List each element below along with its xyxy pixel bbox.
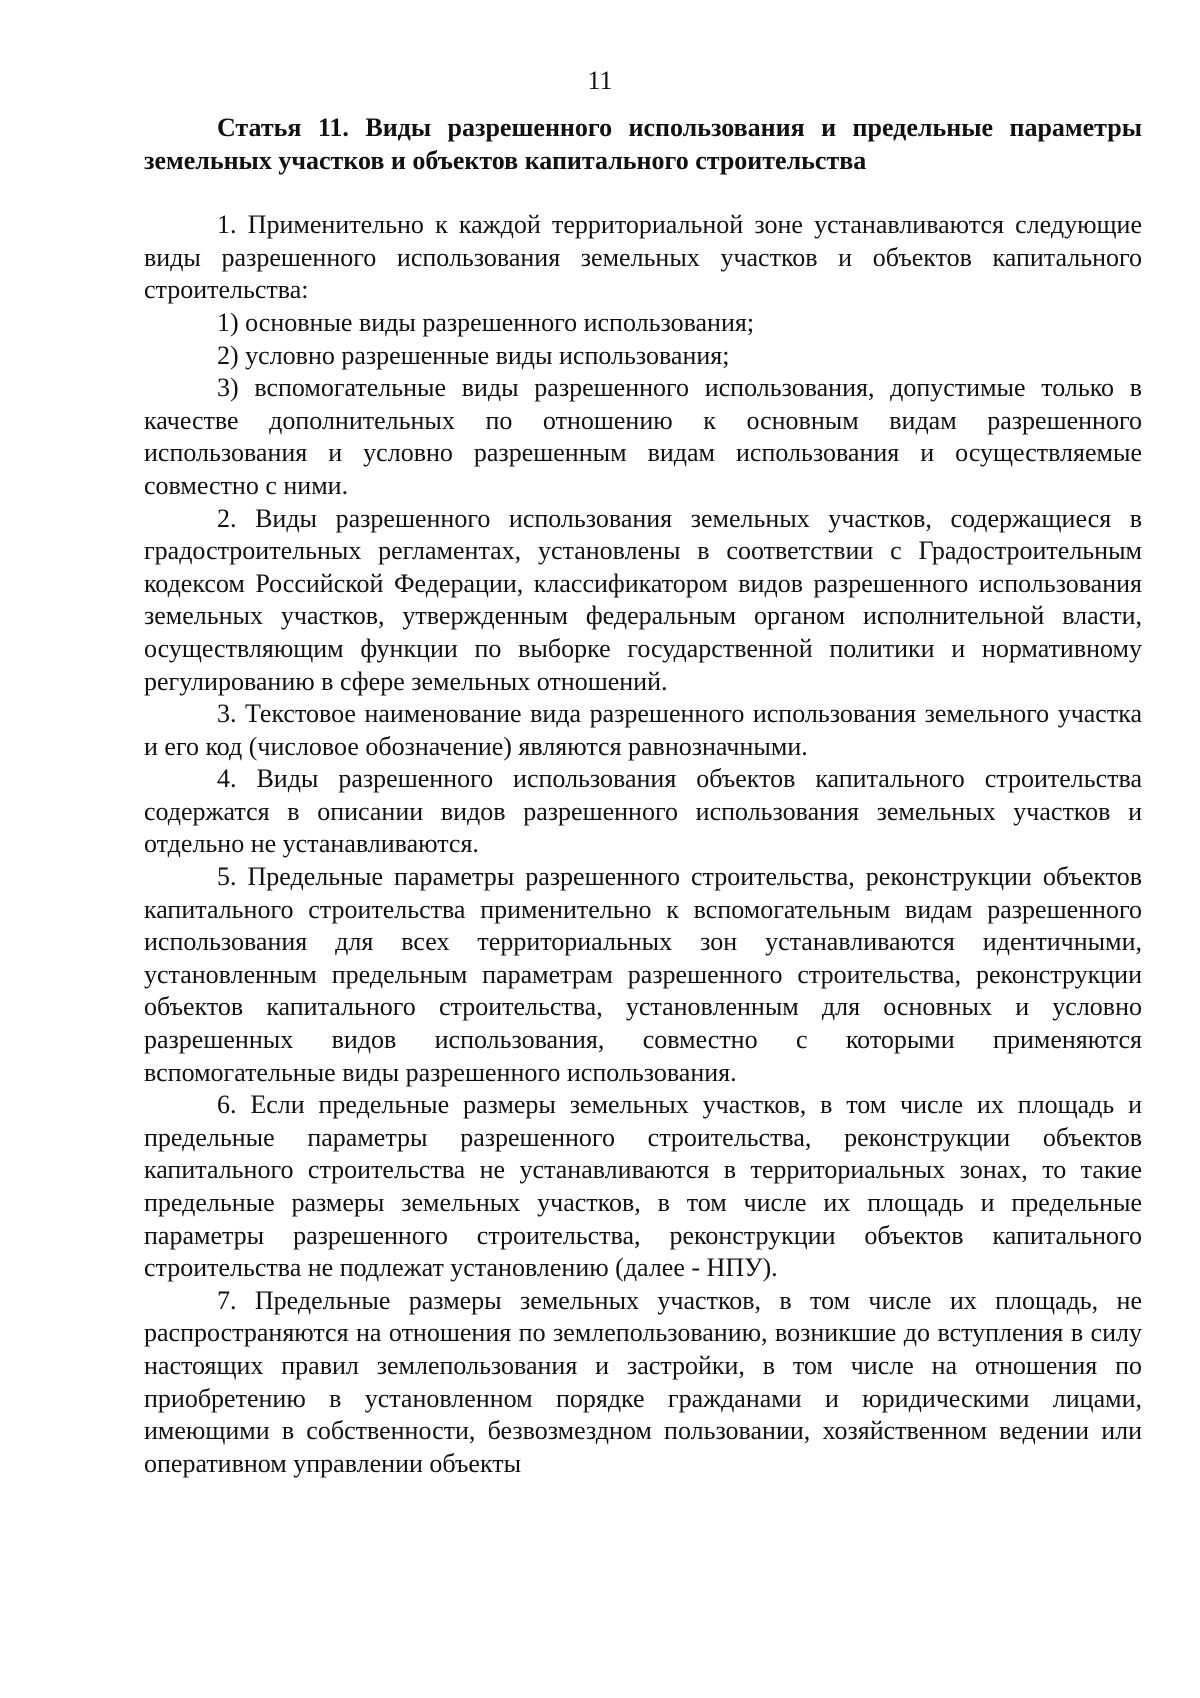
- document-body: [144, 112, 1142, 1480]
- paragraph-1: 1. Применительно к каждой территориальной зоне устанавливаются следующие виды разрешенного использования земельных участков и объектов капитального строительства:: [144, 210, 1142, 305]
- paragraph-2: 2. Виды разрешенного использования земельных участков, содержащиеся в градостроительных регламентах, установлены в соответствии с Градостроительным кодексом Российской Федерации, классификатором видов разрешенного использования земельных участков, утвержденным федеральным органом исполнительной власти, осуществляющим функции по выборке государственной политики и нормативному регулированию в сфере земельных отношений.: [144, 503, 1142, 696]
- list-item-1: 1) основные виды разрешенного использования;: [217, 307, 755, 337]
- list-item-3: 3) вспомогательные виды разрешенного использования, допустимые только в качестве дополнительных по отношению к основным видам разрешенного использования и условно разрешенным видам использования и осуществляемые совместно с ними.: [144, 373, 1142, 500]
- list-item-2: 2) условно разрешенные виды использования;: [217, 340, 730, 370]
- paragraph-5: 5. Предельные параметры разрешенного строительства, реконструкции объектов капитального строительства применительно к вспомогательным видам разрешенного использования для всех территориальных зон устанавливаются идентичными, установленным предельным параметрам разрешенного строительства, реконструкции объектов капитального строительства, установленным для основных и условно разрешенных видов использования, совместно с которыми применяются вспомогательные виды разрешенного использования.: [144, 862, 1142, 1087]
- paragraph-6: 6. Если предельные размеры земельных участков, в том числе их площадь и предельные параметры разрешенного строительства, реконструкции объектов капитального строительства не устанавливаются в территориальных зонах, то такие предельные размеры земельных участков, в том числе их площадь и предельные параметры разрешенного строительства, реконструкции объектов капитального строительства не подлежат установлению (далее - НПУ).: [144, 1090, 1142, 1283]
- page-number: 11: [587, 66, 613, 95]
- paragraph-4: 4. Виды разрешенного использования объектов капитального строительства содержатся в описании видов разрешенного использования земельных участков и отдельно не устанавливаются.: [144, 764, 1142, 859]
- paragraph-7: 7. Предельные размеры земельных участков, в том числе их площадь, не распространяются на отношения по землепользованию, возникшие до вступления в силу настоящих правил землепользования и застройки, в том числе на отношения по приобретению в установленном порядке гражданами и юридическими лицами, имеющими в собственности, безвозмездном пользовании, хозяйственном ведении или оперативном управлении объекты: [144, 1285, 1142, 1478]
- paragraph-3: 3. Текстовое наименование вида разрешенного использования земельного участка и его код (числовое обозначение) являются равнозначными.: [144, 699, 1142, 761]
- article-title: Статья 11. Виды разрешенного использования и предельные параметры земельных участков и объектов капитального строительства: [144, 113, 1142, 175]
